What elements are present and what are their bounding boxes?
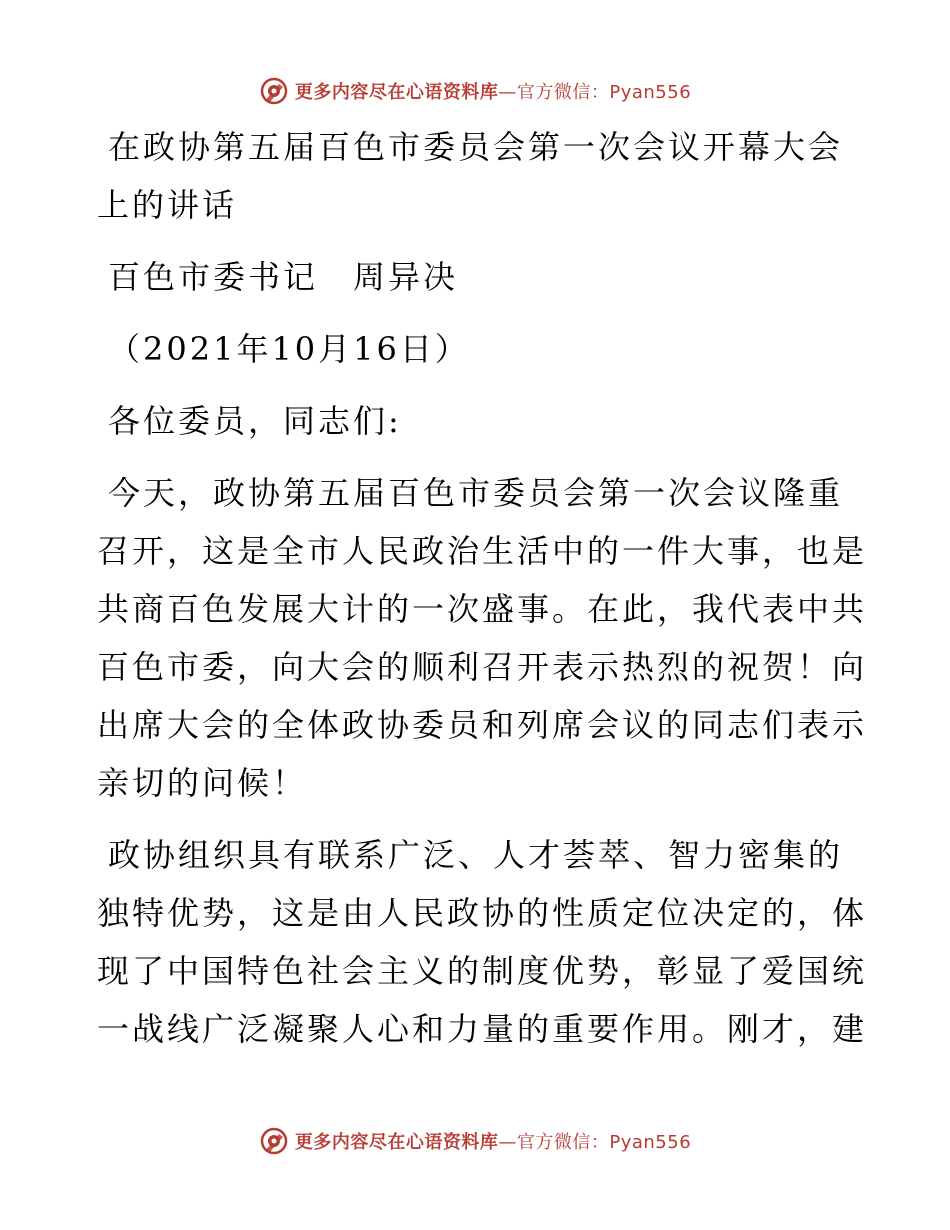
watermark-text (295, 1128, 691, 1154)
paragraph-2-line: 政协组织具有联系广泛、人才荟萃、智力密集的 (108, 836, 844, 874)
paragraph-1-line: 亲切的问候！ (97, 764, 308, 802)
paragraph-1-line: 今天，政协第五届百色市委员会第一次会议隆重 (108, 474, 844, 512)
paragraph-2 (97, 826, 868, 1058)
title-line-1: 在政协第五届百色市委员会第一次会议开幕大会 (108, 128, 844, 166)
watermark-label: 官方微信： (516, 82, 610, 103)
watermark-wechat-id: Pyan556 (609, 82, 692, 103)
watermark-separator: — (498, 1132, 517, 1153)
paragraph-1-line: 出席大会的全体政协委员和列席会议的同志们表示 (97, 706, 868, 744)
author-line: 百色市委书记 周异决 (108, 258, 459, 296)
brand-logo-icon (259, 1126, 289, 1156)
footer-watermark (0, 1121, 950, 1161)
watermark-text (295, 78, 691, 104)
paragraph-2-line: 独特优势，这是由人民政协的性质定位决定的，体 (97, 894, 868, 932)
brand-logo-icon (259, 76, 289, 106)
watermark-wechat-id: Pyan556 (609, 1132, 692, 1153)
paragraph-2-line: 一战线广泛凝聚人心和力量的重要作用。刚才，建 (97, 1010, 868, 1048)
watermark-separator: — (498, 82, 517, 103)
watermark-site-text: 更多内容尽在心语资料库 (294, 1132, 499, 1153)
paragraph-1 (97, 464, 868, 812)
paragraph-1-line: 百色市委，向大会的顺利召开表示热烈的祝贺！向 (97, 648, 868, 686)
paragraph-2-line: 现了中国特色社会主义的制度优势，彰显了爱国统 (97, 952, 868, 990)
date-line: （2021年10月16日） (108, 330, 470, 368)
paragraph-1-line: 召开，这是全市人民政治生活中的一件大事，也是 (97, 532, 868, 570)
paragraph-1-line: 共商百色发展大计的一次盛事。在此，我代表中共 (97, 590, 868, 628)
salutation: 各位委员，同志们: (108, 402, 402, 440)
title-line-2: 上的讲话 (97, 186, 238, 224)
header-watermark (0, 71, 950, 111)
watermark-label: 官方微信： (516, 1132, 610, 1153)
document-body (97, 118, 868, 1058)
watermark-site-text: 更多内容尽在心语资料库 (294, 82, 499, 103)
